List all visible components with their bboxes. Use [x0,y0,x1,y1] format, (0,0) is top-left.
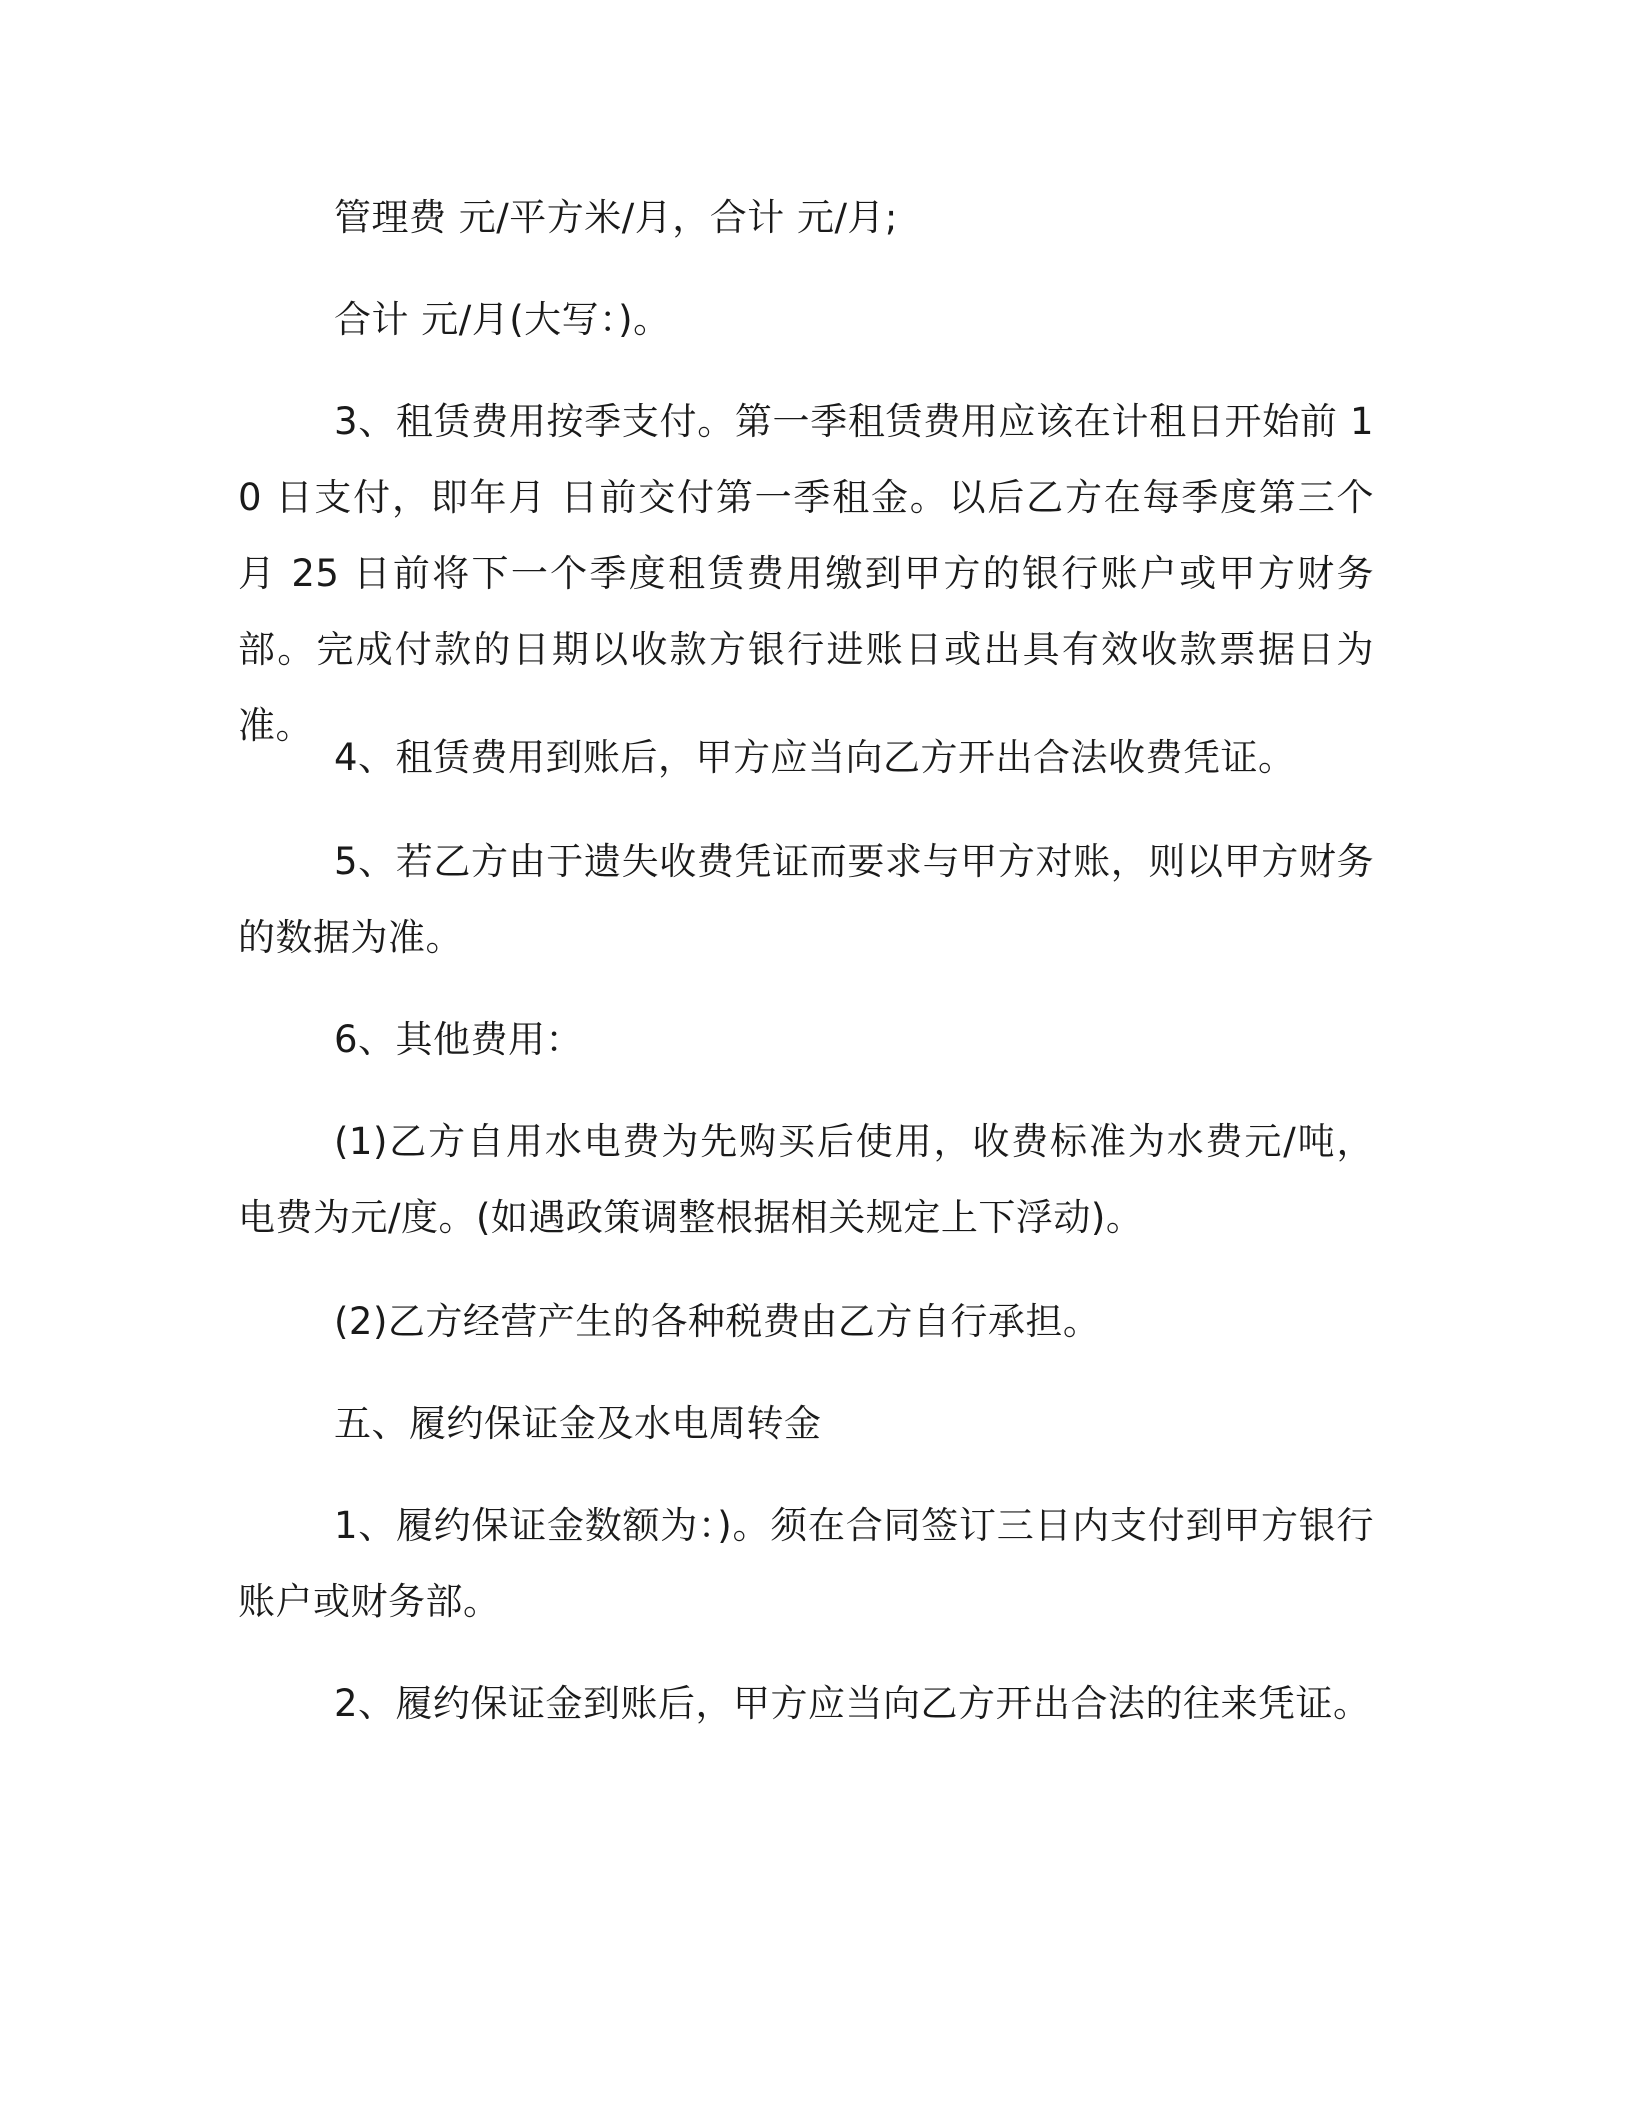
paragraph-subitem-1-utilities: (1)乙方自用水电费为先购买后使用，收费标准为水费元/吨，电费为元/度。(如遇政策调整根据相关规定上下浮动)。 [238,1120,1374,1239]
paragraph-subitem-2-taxes: (2)乙方经营产生的各种税费由乙方自行承担。 [334,1300,1101,1343]
paragraph-item-3-payment: 3、租赁费用按季支付。第一季租赁费用应该在计租日开始前 10 日支付，即年月 日前交付第一季租金。以后乙方在每季度第三个月 25 日前将下一个季度租赁费用缴到甲方的银行账户或甲方财务部。完成付款的日期以收款方银行进账日或出具有效收款票据日为准。 [238,400,1374,747]
paragraph-deposit-item-2: 2、履约保证金到账后，甲方应当向乙方开出合法的往来凭证。 [334,1682,1371,1725]
paragraph-item-6-other-fees: 6、其他费用： [334,1018,584,1061]
section-heading-deposit: 五、履约保证金及水电周转金 [334,1402,822,1445]
paragraph-item-5-reconciliation: 5、若乙方由于遗失收费凭证而要求与甲方对账，则以甲方财务的数据为准。 [238,840,1374,959]
paragraph-total: 合计 元/月(大写：)。 [334,298,671,341]
paragraph-item-4-receipt: 4、租赁费用到账后，甲方应当向乙方开出合法收费凭证。 [334,736,1296,779]
paragraph-management-fee: 管理费 元/平方米/月，合计 元/月; [334,196,898,239]
paragraph-deposit-item-1: 1、履约保证金数额为：)。须在合同签订三日内支付到甲方银行账户或财务部。 [238,1504,1374,1623]
